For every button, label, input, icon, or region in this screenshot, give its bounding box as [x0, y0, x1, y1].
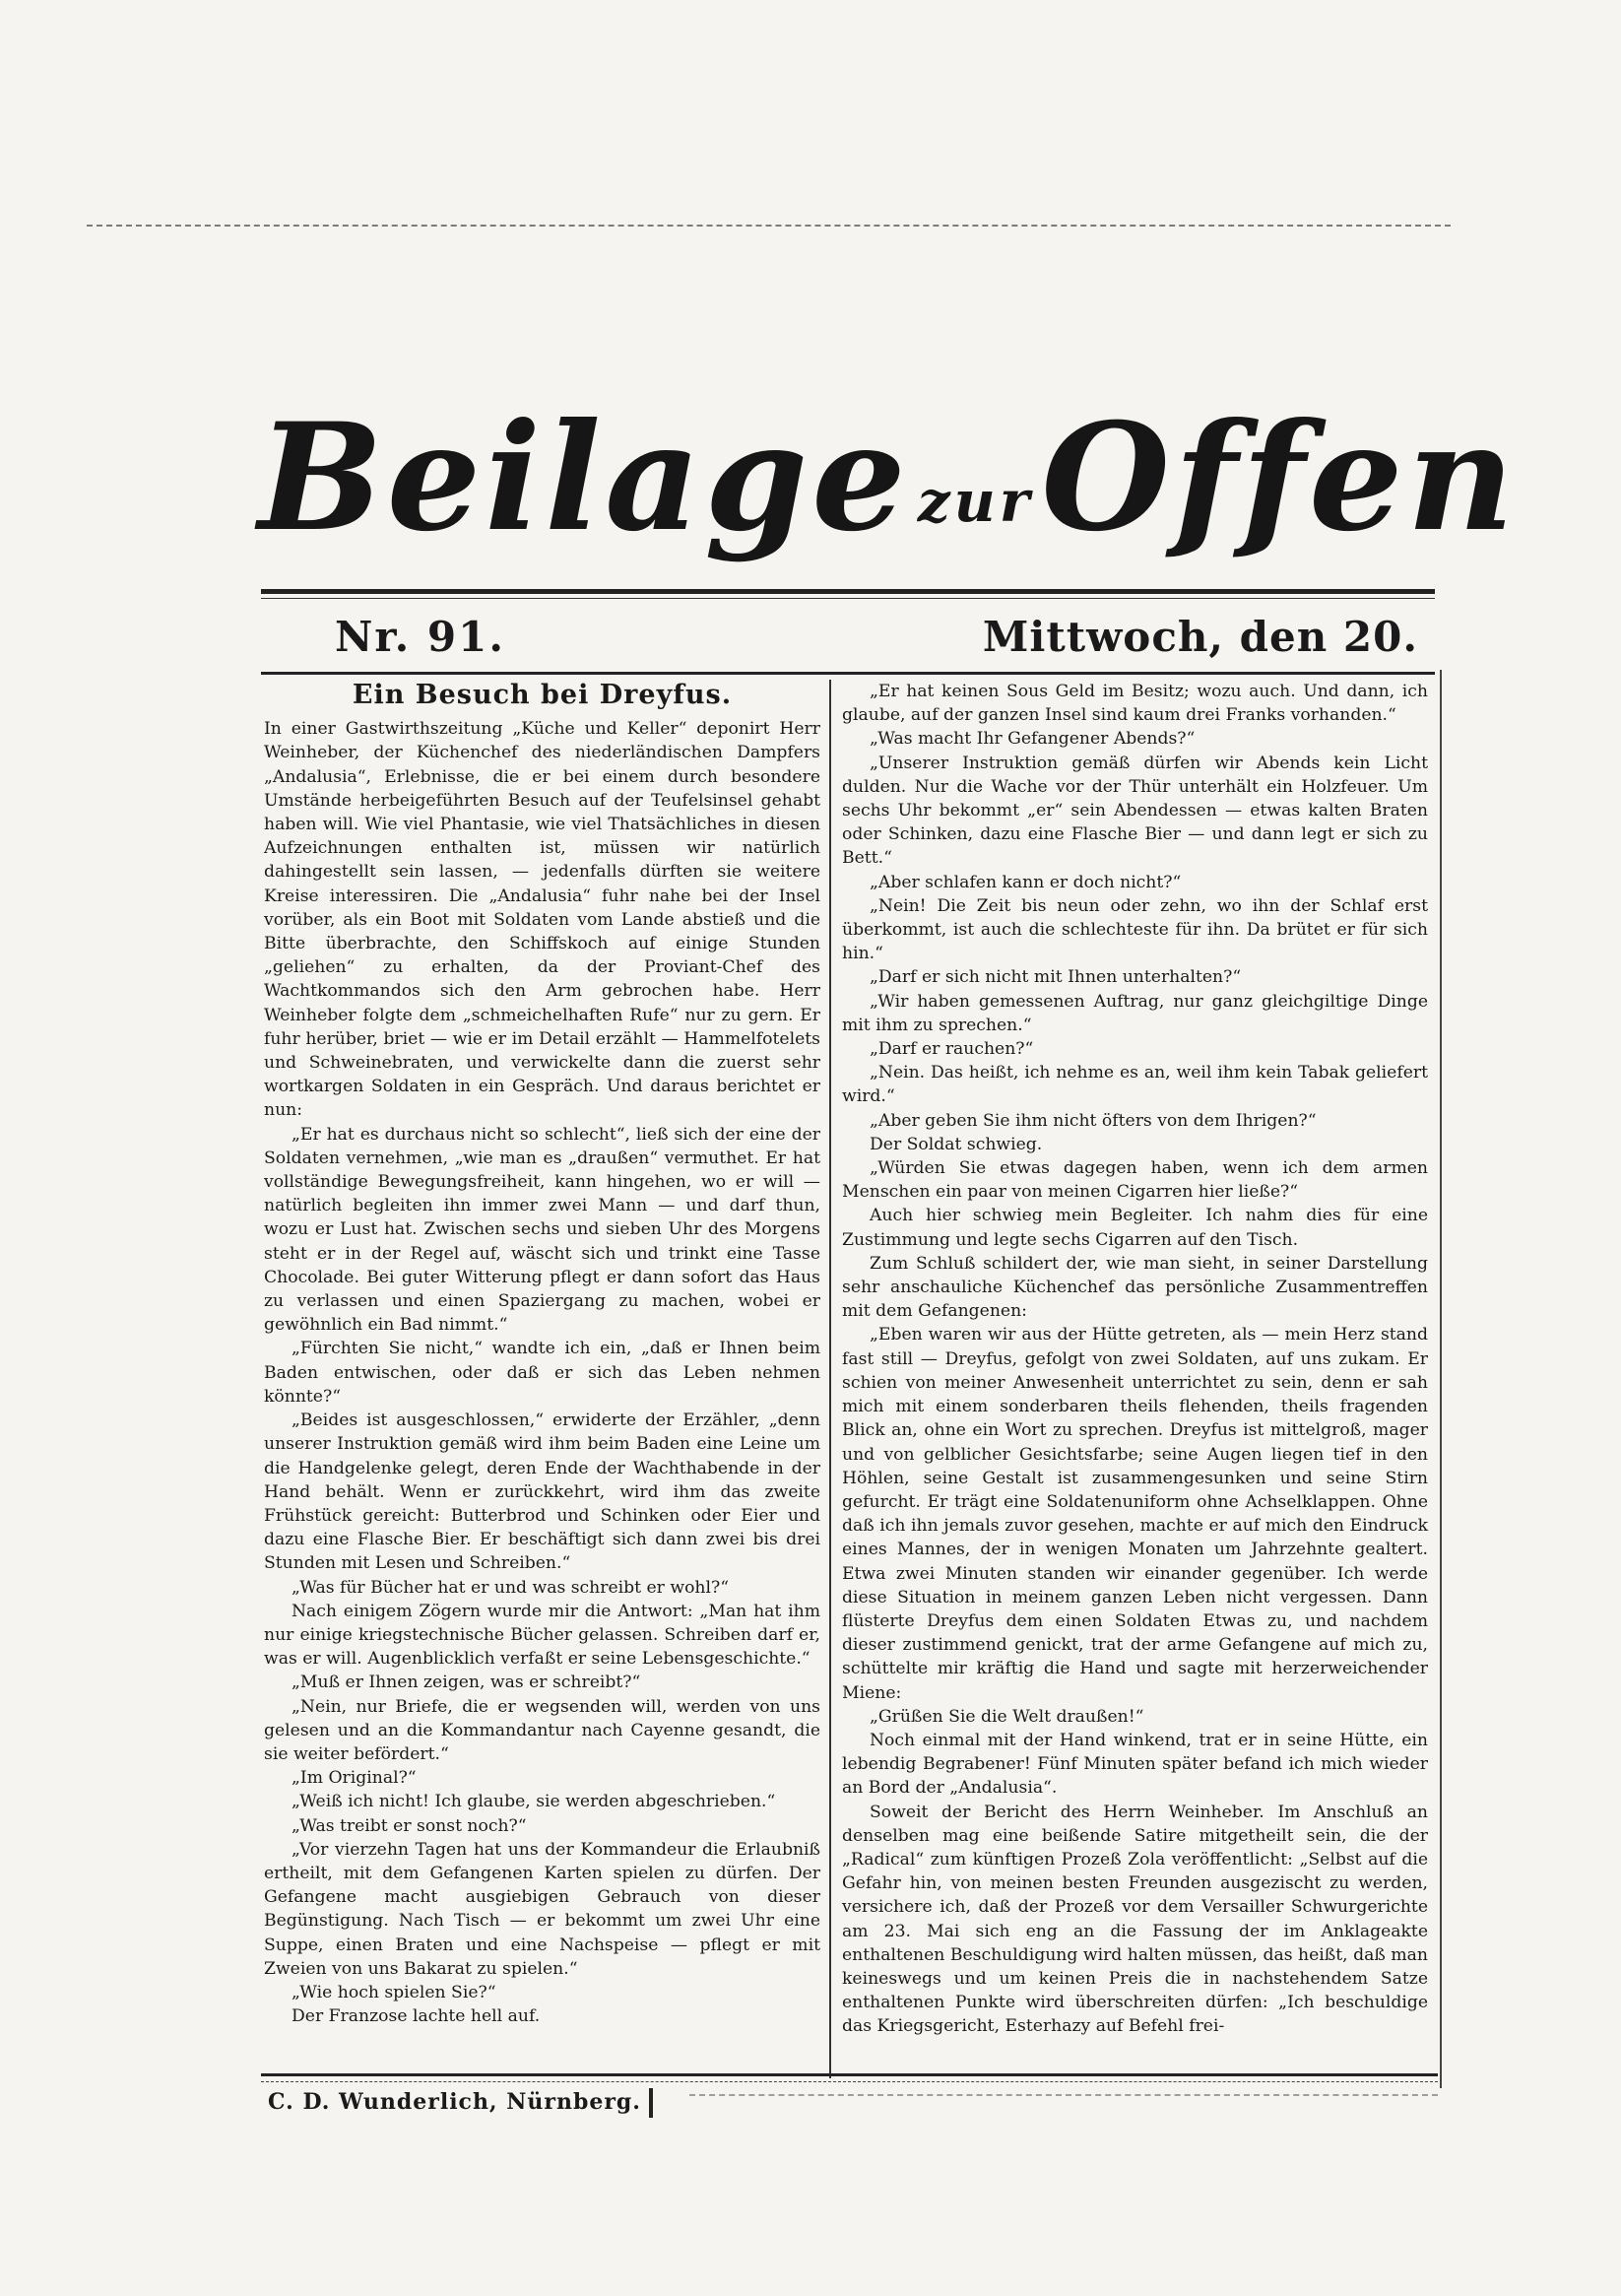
paragraph: „Nein, nur Briefe, die er wegsenden will, werden von uns gelesen und an die Kommandantur nach Cayenne gesandt, die sie weiter befördert.“	[264, 1696, 820, 1764]
right-column	[842, 680, 1428, 2039]
paragraph: „Darf er sich nicht mit Ihnen unterhalten?“	[870, 967, 1242, 988]
masthead-title-part3: Offen	[1041, 391, 1519, 564]
paragraph: Auch hier schwieg mein Begleiter. Ich nahm dies für eine Zustimmung und legte sechs Cigarren auf den Tisch.	[842, 1206, 1428, 1250]
masthead	[258, 379, 1519, 576]
paragraph: „Darf er rauchen?“	[870, 1039, 1034, 1060]
printer-imprint	[268, 2088, 653, 2118]
paragraph: Soweit der Bericht des Herrn Weinheber. Im Anschluß an denselben mag eine beißende Satire mitgetheilt sein, die der „Radical“ zum künftigen Prozeß Zola veröffentlicht: „Selbst auf die Gefahr hin, von meinen besten Freunden ausgezischt zu werden, versichere ich, daß der Prozeß vor dem Versailler Schwurgerichte am 23. Mai sich eng an die Fassung der im Anklageakte enthaltenen Beschuldigung wird halten müssen, das heißt, daß man keineswegs und um keinen Preis die in nachstehendem Satze enthaltenen Punkte wird überschreiten dürfen: „Ich beschuldige das Kriegsgericht, Esterhazy auf Befehl frei-	[842, 1802, 1428, 2037]
paragraph: „Er hat es durchaus nicht so schlecht“, ließ sich der eine der Soldaten vernehmen, „wie man es „draußen“ vermuthet. Er hat vollständige Bewegungsfreiheit, kann hingehen, wo er will — natürlich begleiten ihn immer zwei Mann — und darf thun, wozu er Lust hat. Zwischen sechs und sieben Uhr des Morgens steht er in der Regel auf, wäscht sich und trinkt eine Tasse Chocolade. Bei guter Witterung pflegt er dann sofort das Haus zu verlassen und einen Spaziergang zu machen, wobei er gewöhnlich ein Bad nimmt.“	[264, 1124, 820, 1336]
printer-name: C. D. Wunderlich, Nürnberg.	[268, 2089, 641, 2115]
paragraph: „Würden Sie etwas dagegen haben, wenn ich dem armen Menschen ein paar von meinen Cigarren hier ließe?“	[842, 1158, 1428, 1203]
left-column	[264, 680, 820, 2028]
paragraph: „Grüßen Sie die Welt draußen!“	[870, 1706, 1144, 1727]
issue-date: Mittwoch, den 20.	[982, 613, 1418, 661]
paragraph: „Im Original?“	[292, 1768, 417, 1789]
paragraph: „Muß er Ihnen zeigen, was er schreibt?“	[292, 1673, 641, 1693]
paragraph: „Unserer Instruktion gemäß dürfen wir Abends kein Licht dulden. Nur die Wache vor der Thür unterhält ein Holzfeuer. Um sechs Uhr bekommt „er“ sein Abendessen — etwas kalten Braten oder Schinken, dazu eine Flasche Bier — und dann legt er sich zu Bett.“	[842, 753, 1428, 869]
masthead-title-part2: zur	[917, 468, 1034, 535]
masthead-rule-thick	[261, 589, 1435, 594]
paragraph: „Wir haben gemessenen Auftrag, nur ganz gleichgiltige Dinge mit ihm zu sprechen.“	[842, 991, 1428, 1035]
torn-top-edge	[87, 225, 1451, 236]
paragraph: Zum Schluß schildert der, wie man sieht, in seiner Darstellung sehr anschauliche Küchenchef das persönliche Zusammentreffen mit dem Gefangenen:	[842, 1253, 1428, 1322]
paragraph: „Beides ist ausgeschlossen,“ erwiderte der Erzähler, „denn unserer Instruktion gemäß wird ihm beim Baden eine Leine um die Handgelenke gelegt, deren Ende der Wachthabende in der Hand behält. Wenn er zurückkehrt, wird ihm das zweite Frühstück gereicht: Butterbrod und Schinken oder Eier und dazu eine Flasche Bier. Er beschäftigt sich dann zwei bis drei Stunden mit Lesen und Schreiben.“	[264, 1410, 820, 1574]
paragraph: „Nein! Die Zeit bis neun oder zehn, wo ihn der Schlaf erst überkommt, ist auch die schlechteste für ihn. Da brütet er für sich hin.“	[842, 895, 1428, 964]
masthead-rule-thin	[261, 598, 1435, 599]
paragraph: „Aber geben Sie ihm nicht öfters von dem Ihrigen?“	[870, 1110, 1317, 1131]
paragraph: „Vor vierzehn Tagen hat uns der Kommandeur die Erlaubniß ertheilt, mit dem Gefangenen Karten spielen zu dürfen. Der Gefangene macht ausgiebigen Gebrauch von dieser Begünstigung. Nach Tisch — er bekommt um zwei Uhr eine Suppe, einen Braten und eine Nachspeise — pflegt er mit Zweien von uns Bakarat zu spielen.“	[264, 1839, 820, 1979]
paragraph: „Fürchten Sie nicht,“ wandte ich ein, „daß er Ihnen beim Baden entwischen, oder daß er sich das Leben nehmen könnte?“	[264, 1339, 820, 1407]
footer-rule-dashed	[261, 2081, 1438, 2082]
paragraph: „Aber schlafen kann er doch nicht?“	[870, 872, 1182, 892]
paragraph: „Eben waren wir aus der Hütte getreten, als — mein Herz stand fast still — Dreyfus, gefolgt von zwei Soldaten, auf uns zukam. Er schien von meiner Anwesenheit unterrichtet zu sein, denn er sah mich mit einem sonderbaren theils flehenden, theils fragenden Blick an, ohne ein Wort zu sprechen. Dreyfus ist mittelgroß, mager und von gelblicher Gesichtsfarbe; seine Augen liegen tief in den Höhlen, seine Gestalt ist zusammengesunken und seine Stirn gefurcht. Er trägt eine Soldatenuniform ohne Achselklappen. Ohne daß ich ihn jemals zuvor gesehen, machte er auf mich den Eindruck eines Mannes, der in wenigen Monaten um Jahrzehnte gealtert. Etwa zwei Minuten standen wir einander gegenüber. Ich werde diese Situation in meinem ganzen Leben nicht vergessen. Dann flüsterte Dreyfus dem einen Soldaten Etwas zu, und nachdem dieser zustimmend genickt, trat der arme Gefangene auf mich zu, schüttelte mir kräftig die Hand und sagte mit herzerweichender Miene:	[842, 1325, 1428, 1703]
paragraph: „Was macht Ihr Gefangener Abends?“	[870, 729, 1196, 750]
issue-number: Nr. 91.	[335, 613, 505, 661]
paragraph: Der Soldat schwieg.	[870, 1134, 1043, 1154]
masthead-title-part1: Beilage	[258, 391, 910, 564]
torn-bottom-edge	[689, 2094, 1438, 2096]
paragraph: „Was treibt er sonst noch?“	[292, 1815, 527, 1836]
paragraph: „Weiß ich nicht! Ich glaube, sie werden abgeschrieben.“	[292, 1792, 776, 1812]
header-rule	[261, 672, 1435, 675]
article-title: Ein Besuch bei Dreyfus.	[352, 680, 733, 710]
paragraph: Der Franzose lachte hell auf.	[292, 2006, 541, 2027]
paragraph: „Er hat keinen Sous Geld im Besitz; wozu auch. Und dann, ich glaube, auf der ganzen Insel sind kaum drei Franks vorhanden.“	[842, 682, 1428, 726]
footer-rule	[261, 2073, 1438, 2076]
imprint-bar	[649, 2088, 653, 2118]
paragraph: In einer Gastwirthszeitung „Küche und Keller“ deponirt Herr Weinheber, der Küchenchef des niederländischen Dampfers „Andalusia“, Erlebnisse, die er bei einem durch besondere Umstände herbeigeführten Besuch auf der Teufelsinsel gehabt haben will. Wie viel Phantasie, wie viel Thatsächliches in diesen Aufzeichnungen enthalten ist, müssen wir natürlich dahingestellt sein lassen, — jedenfalls dürften sie weitere Kreise interessiren. Die „Andalusia“ fuhr nahe bei der Insel vorüber, als ein Boot mit Soldaten vom Lande abstieß und die Bitte überbrachte, den Schiffskoch auf einige Stunden „geliehen“ zu erhalten, da der Proviant-Chef des Wachtkommandos sich den Arm gebrochen habe. Herr Weinheber folgte dem „schmeichelhaften Rufe“ nur zu gern. Er fuhr herüber, briet — wie er im Detail erzählt — Hammelfotelets und Schweinebraten, und verwickelte dann die zuerst sehr wortkargen Soldaten in ein Gespräch. Und daraus berichtet er nun:	[264, 719, 820, 1121]
paragraph: Noch einmal mit der Hand winkend, trat er in seine Hütte, ein lebendig Begrabener! Fünf Minuten später befand ich mich wieder an Bord der „Andalusia“.	[842, 1730, 1428, 1799]
column-divider	[829, 680, 831, 2078]
paragraph: „Nein. Das heißt, ich nehme es an, weil ihm kein Tabak geliefert wird.“	[842, 1063, 1428, 1107]
paragraph: Nach einigem Zögern wurde mir die Antwort: „Man hat ihm nur einige kriegstechnische Bücher gelassen. Schreiben darf er, was er will. Augenblicklich verfaßt er seine Lebensgeschichte.“	[264, 1601, 820, 1670]
right-edge-rule	[1440, 670, 1442, 2088]
paragraph: „Was für Bücher hat er und was schreibt er wohl?“	[292, 1577, 729, 1598]
paragraph: „Wie hoch spielen Sie?“	[292, 1982, 496, 2002]
